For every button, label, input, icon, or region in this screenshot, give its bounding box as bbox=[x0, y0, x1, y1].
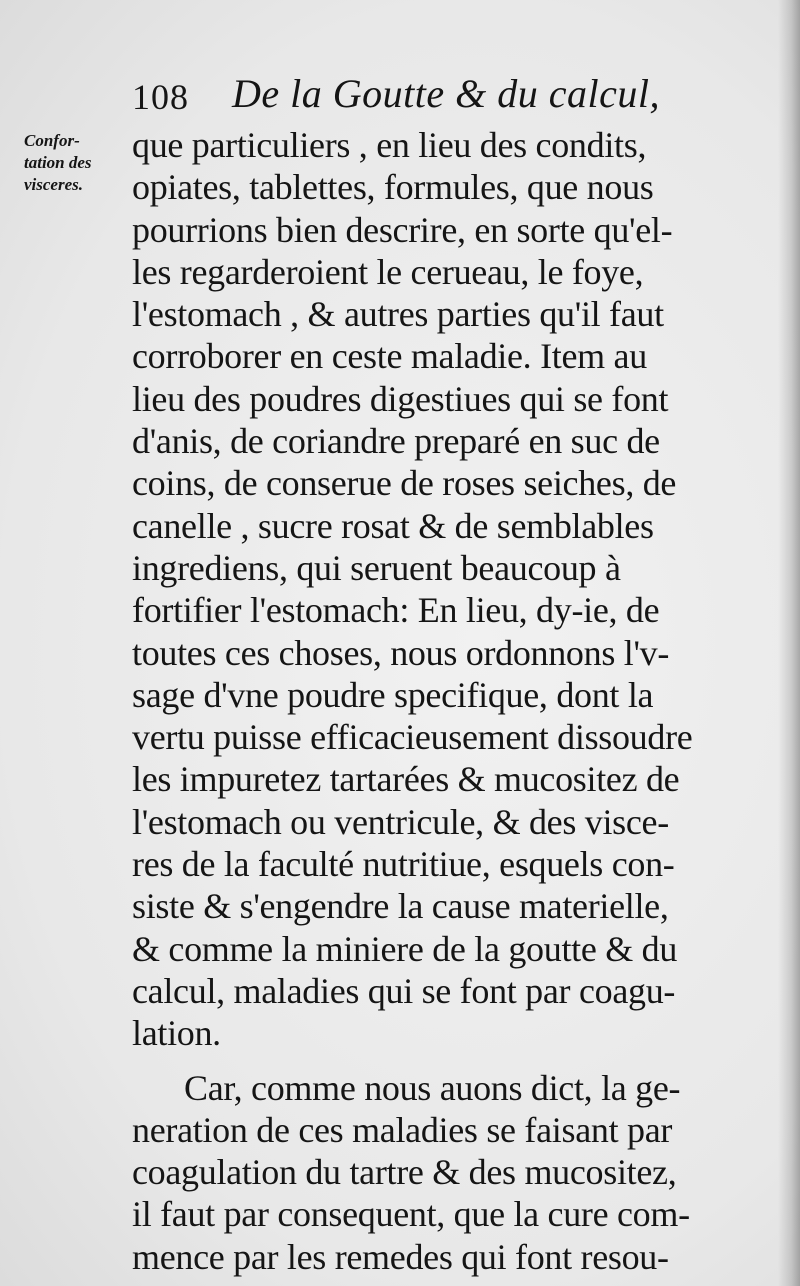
page-edge-shadow bbox=[778, 0, 800, 1286]
text-line: il faut par consequent, que la cure com- bbox=[132, 1194, 690, 1235]
text-line: ingrediens, qui seruent beaucoup à bbox=[132, 547, 621, 588]
margin-note-line: tation des bbox=[24, 153, 92, 172]
text-line: les impuretez tartarées & mucositez de bbox=[132, 759, 680, 800]
margin-note bbox=[24, 130, 134, 196]
text-line: opiates, tablettes, formules, que nous bbox=[132, 167, 654, 208]
text-line: corroborer en ceste maladie. Item au bbox=[132, 336, 647, 377]
paragraph-2 bbox=[132, 1067, 732, 1278]
text-line: les regarderoient le cerueau, le foye, bbox=[132, 251, 644, 292]
text-line: pourrions bien descrire, en sorte qu'el- bbox=[132, 209, 673, 250]
page-number: 108 bbox=[132, 77, 189, 117]
text-line: mence par les remedes qui font resou- bbox=[132, 1236, 669, 1277]
text-line: coagulation du tartre & des mucositez, bbox=[132, 1152, 677, 1193]
margin-note-line: Confor- bbox=[24, 131, 80, 150]
paragraph-gap bbox=[132, 1055, 732, 1067]
text-line: canelle , sucre rosat & de semblables bbox=[132, 505, 654, 546]
text-line: siste & s'engendre la cause materielle, bbox=[132, 886, 669, 927]
text-line: lation. bbox=[132, 1013, 221, 1054]
paragraph-1 bbox=[132, 124, 732, 1055]
text-line: l'estomach , & autres parties qu'il faut bbox=[132, 294, 664, 335]
text-line: Car, comme nous auons dict, la ge- bbox=[184, 1067, 681, 1108]
text-line: & comme la miniere de la goutte & du bbox=[132, 928, 678, 969]
running-title: De la Goutte & du calcul, bbox=[232, 71, 660, 116]
text-line: calcul, maladies qui se font par coagu- bbox=[132, 970, 676, 1011]
text-line: fortifier l'estomach: En lieu, dy-ie, de bbox=[132, 590, 660, 631]
text-line: vertu puisse efficacieusement dissoudre bbox=[132, 717, 693, 758]
margin-note-line: visceres. bbox=[24, 175, 84, 194]
text-line: que particuliers , en lieu des condits, bbox=[132, 125, 647, 165]
text-line: l'estomach ou ventricule, & des visce- bbox=[132, 801, 669, 842]
text-line: lieu des poudres digestiues qui se font bbox=[132, 378, 669, 419]
text-line: res de la faculté nutritiue, esquels con- bbox=[132, 844, 675, 885]
text-line: sage d'vne poudre specifique, dont la bbox=[132, 674, 654, 715]
text-line: toutes ces choses, nous ordonnons l'v- bbox=[132, 632, 670, 673]
text-line: neration de ces maladies se faisant par bbox=[132, 1109, 673, 1150]
text-line: d'anis, de coriandre preparé en suc de bbox=[132, 421, 660, 462]
page-header bbox=[132, 66, 692, 126]
body-text bbox=[132, 124, 732, 1278]
text-line: coins, de conserue de roses seiches, de bbox=[132, 463, 677, 504]
